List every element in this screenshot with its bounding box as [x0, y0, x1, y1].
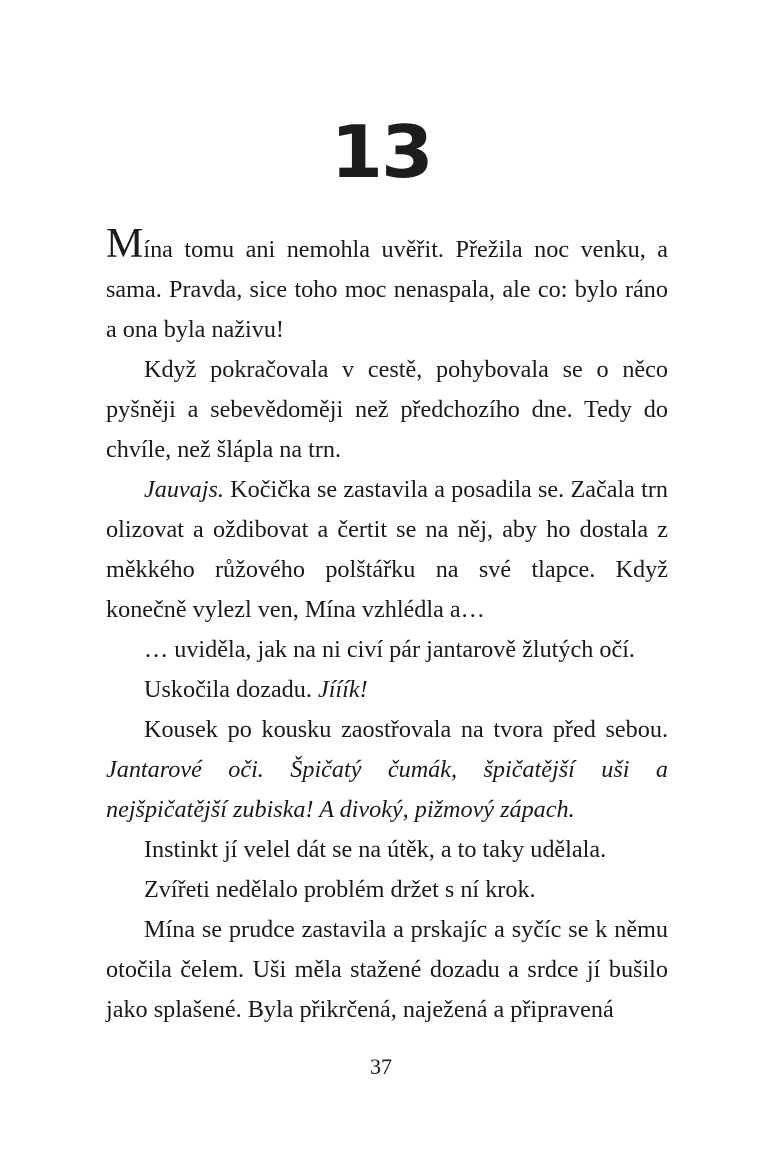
paragraph-5-italic: Jííík! [317, 676, 368, 703]
paragraph-2: Když pokračovala v cestě, pohybovala se o něco pyšněji a sebevědoměji než předchozího dne. Tedy do chvíle, než šlápla na trn. [106, 356, 668, 463]
chapter-number: 13 [330, 110, 432, 194]
paragraph-1 [106, 221, 668, 350]
paragraph-3 [106, 470, 668, 630]
drop-cap: M [106, 221, 144, 267]
page-number: 37 [370, 1054, 392, 1079]
paragraph-8: Zvířeti nedělalo problém držet s ní krok. [144, 876, 536, 903]
paragraph-7: Instinkt jí velel dát se na útěk, a to taky udělala. [144, 836, 607, 863]
body-text [106, 221, 668, 1030]
paragraph-1-text: ína tomu ani nemohla uvěřit. Přežila noc venku, a sama. Pravda, sice toho moc nenaspala, ale co: bylo ráno a ona byla naživu! [106, 236, 668, 343]
paragraph-5-text: Uskočila dozadu. [144, 676, 318, 703]
paragraph-3-text: Kočička se zastavila a posadila se. Začala trn olizovat a oždibovat a čertit se na něj, aby ho dostala z měkkého růžového polštářku na své tlapce. Když konečně vylezl ven, Mína vzhlédla a… [106, 476, 668, 623]
paragraph-5 [106, 670, 668, 710]
paragraph-6-text: Kousek po kousku zaostřovala na tvora před sebou. [144, 716, 668, 743]
paragraph-6-italic: Jantarové oči. Špičatý čumák, špičatější uši a nejšpičatější zubiska! A divoký, pižmový zápach. [106, 756, 668, 823]
paragraph-4: … uviděla, jak na ni civí pár jantarově žlutých očí. [144, 636, 635, 663]
paragraph-6 [106, 710, 668, 830]
paragraph-3-italic: Jauvajs. [144, 476, 224, 503]
paragraph-9: Mína se prudce zastavila a prskajíc a syčíc se k němu otočila čelem. Uši měla stažené dozadu a srdce jí bušilo jako splašené. Byla přikrčená, naježená a připravená [106, 916, 668, 1023]
